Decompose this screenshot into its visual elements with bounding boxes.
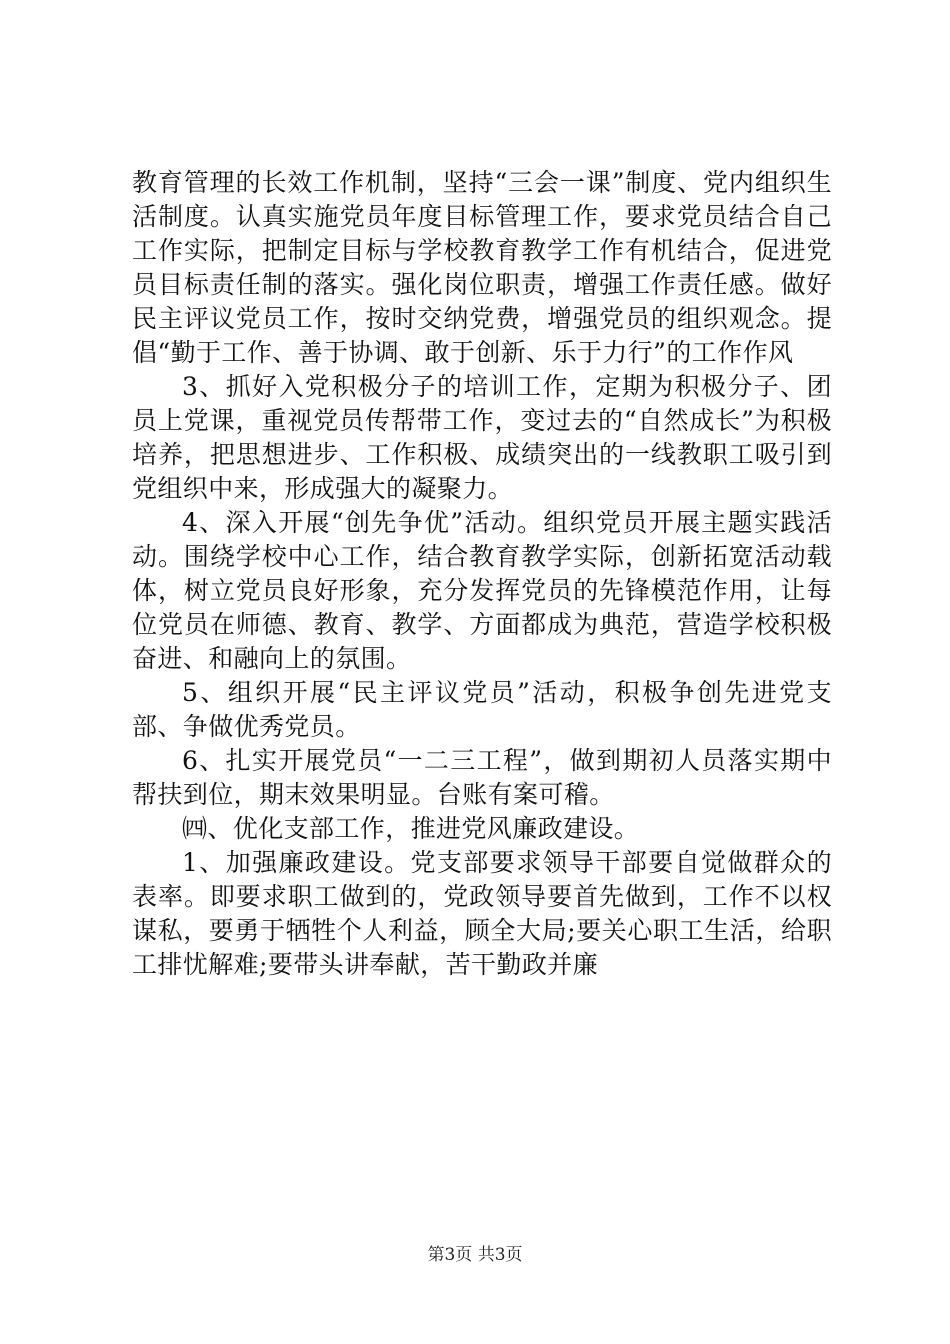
page-footer: 第3页 共3页 <box>427 1245 523 1265</box>
paragraph-item-6: 6、扎实开展党员“一二三工程”，做到期初人员落实期中帮扶到位，期末效果明显。台账有案可稽。 <box>132 746 832 809</box>
paragraph-continuation: 教育管理的长效工作机制，坚持“三会一课”制度、党内组织生活制度。认真实施党员年度目标管理工作，要求党员结合自己工作实际，把制定目标与学校教育教学工作有机结合，促进党员目标责任制的落实。强化岗位职责，增强工作责任感。做好民主评议党员工作，按时交纳党费，增强党员的组织观念。提倡“勤于工作、善于协调、敢于创新、乐于力行”的工作作风 <box>132 168 832 367</box>
section-heading-4: ㈣、优化支部工作，推进党风廉政建设。 <box>182 814 640 843</box>
paragraph-item-5: 5、组织开展“民主评议党员”活动，积极争创先进党支部、争做优秀党员。 <box>132 678 832 741</box>
paragraph-item-3: 3、抓好入党积极分子的培训工作，定期为积极分子、团员上党课，重视党员传帮带工作，变过去的“自然成长”为积极培养，把思想进步、工作积极、成绩突出的一线教职工吸引到党组织中来，形成强大的凝聚力。 <box>132 372 832 503</box>
document-body <box>132 166 832 982</box>
paragraph-item-1: 1、加强廉政建设。党支部要求领导干部要自觉做群众的表率。即要求职工做到的，党政领导要首先做到，工作不以权谋私，要勇于牺牲个人利益，顾全大局;要关心职工生活，给职工排忧解难;要带头讲奉献，苦干勤政并廉 <box>132 848 832 979</box>
paragraph-item-4: 4、深入开展“创先争优”活动。组织党员开展主题实践活动。围绕学校中心工作，结合教育教学实际，创新拓宽活动载体，树立党员良好形象，充分发挥党员的先锋模范作用，让每位党员在师德、教育、教学、方面都成为典范，营造学校积极奋进、和融向上的氛围。 <box>132 508 832 673</box>
